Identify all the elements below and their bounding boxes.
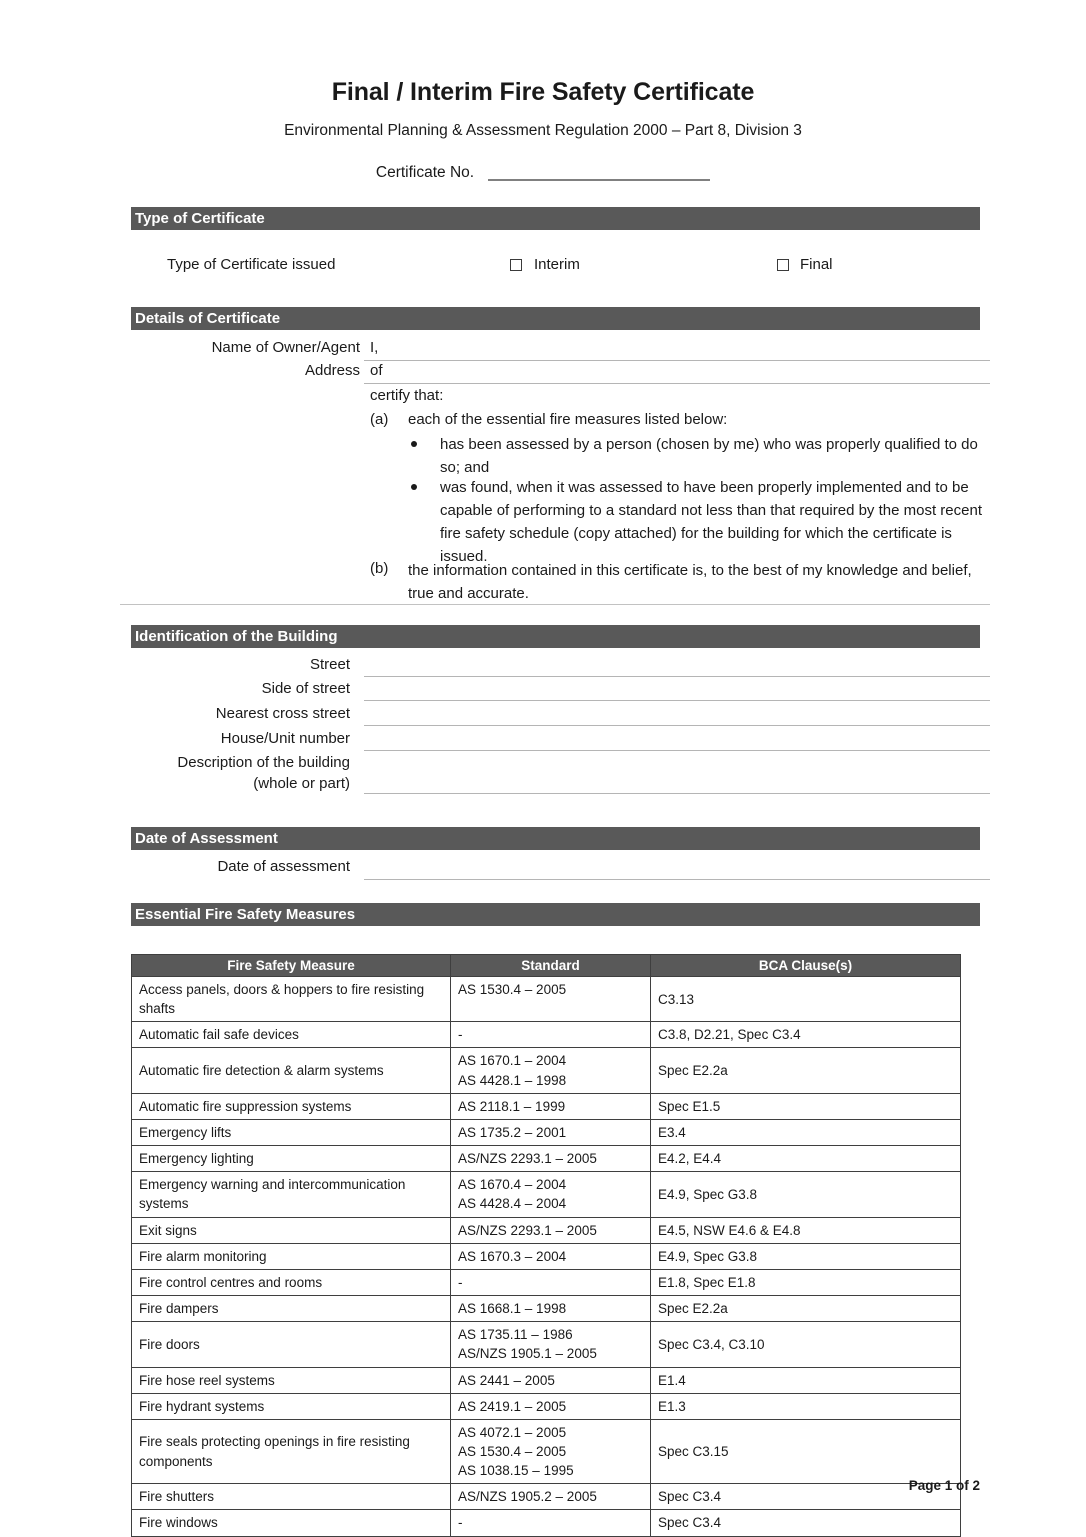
- cell-fire-safety-measure: Access panels, doors & hoppers to fire resisting shafts: [132, 977, 451, 1022]
- cell-standard: [451, 977, 651, 1022]
- table-row: [132, 1022, 961, 1048]
- table-body: [132, 977, 961, 1537]
- table-header-row: [132, 955, 961, 977]
- standard-line: AS 1038.15 – 1995: [458, 1463, 574, 1479]
- bullet-point-icon: [411, 484, 417, 490]
- input-street[interactable]: [364, 676, 990, 677]
- standard-line: AS/NZS 2293.1 – 2005: [458, 1151, 597, 1167]
- table-row: [132, 1146, 961, 1172]
- cell-fire-safety-measure: Automatic fire detection & alarm systems: [132, 1048, 451, 1093]
- cell-standard: [451, 1393, 651, 1419]
- label-house-unit-number: House/Unit number: [220, 730, 350, 747]
- column-header-standard: Standard: [451, 955, 651, 977]
- cell-fire-safety-measure: Fire control centres and rooms: [132, 1269, 451, 1295]
- input-description-of-the-building[interactable]: [364, 793, 990, 794]
- label-street: Street: [309, 656, 350, 673]
- cell-fire-safety-measure: Automatic fire suppression systems: [132, 1093, 451, 1119]
- checkbox-final-label: Final: [800, 256, 833, 273]
- prefix-i-comma: I,: [370, 339, 379, 356]
- standard-line: AS 4428.4 – 2004: [458, 1196, 567, 1212]
- certificate-number-input[interactable]: [488, 165, 710, 181]
- standard-line: AS 1530.4 – 2005: [458, 982, 567, 997]
- certify-intro: certify that:: [370, 387, 444, 404]
- standard-line: AS/NZS 1905.1 – 2005: [458, 1346, 597, 1362]
- cell-fire-safety-measure: Emergency warning and intercommunication systems: [132, 1172, 451, 1217]
- cell-bca-clauses: Spec E1.5: [651, 1093, 961, 1119]
- standard-line: AS 2118.1 – 1999: [458, 1098, 566, 1114]
- standard-line: AS 1735.11 – 1986: [458, 1327, 573, 1343]
- cell-standard: [451, 1269, 651, 1295]
- label-side-of-street: Side of street: [261, 680, 350, 697]
- prefix-of: of: [370, 362, 383, 379]
- cell-bca-clauses: Spec E2.2a: [651, 1048, 961, 1093]
- checkbox-final[interactable]: [777, 259, 789, 271]
- standard-line: AS 1735.2 – 2001: [458, 1124, 567, 1140]
- table-row: [132, 1419, 961, 1483]
- cell-fire-safety-measure: Fire alarm monitoring: [132, 1243, 451, 1269]
- cell-fire-safety-measure: Fire windows: [132, 1510, 451, 1536]
- cell-fire-safety-measure: Fire seals protecting openings in fire resisting components: [132, 1419, 451, 1483]
- table-row: [132, 1510, 961, 1536]
- cell-standard: [451, 1093, 651, 1119]
- cell-fire-safety-measure: Emergency lifts: [132, 1119, 451, 1145]
- table-row: [132, 977, 961, 1022]
- standard-line: AS 1668.1 – 1998: [458, 1301, 567, 1317]
- label-description-of-the-building: Description of the building: [177, 754, 350, 771]
- standard-line: -: [458, 1274, 463, 1290]
- table-row: [132, 1093, 961, 1119]
- standard-line: -: [458, 1515, 463, 1531]
- clause-a-bullet-1: has been assessed by a person (chosen by me) who was properly qualified to do so; and: [440, 436, 978, 476]
- cell-fire-safety-measure: Emergency lighting: [132, 1146, 451, 1172]
- table-row: [132, 1048, 961, 1093]
- table-row: [132, 1243, 961, 1269]
- cell-fire-safety-measure: Fire hose reel systems: [132, 1367, 451, 1393]
- cell-bca-clauses: Spec C3.4, C3.10: [651, 1322, 961, 1367]
- cell-fire-safety-measure: Fire doors: [132, 1322, 451, 1367]
- cell-standard: [451, 1119, 651, 1145]
- cell-standard: [451, 1146, 651, 1172]
- cell-standard: [451, 1367, 651, 1393]
- standard-line: AS 1670.4 – 2004: [458, 1177, 567, 1193]
- checkbox-interim[interactable]: [510, 259, 522, 271]
- cell-bca-clauses: Spec E2.2a: [651, 1296, 961, 1322]
- clause-a-text: each of the essential fire measures listed below:: [408, 411, 728, 428]
- standard-line: AS 4072.1 – 2005: [458, 1424, 567, 1440]
- table-row: [132, 1172, 961, 1217]
- cell-bca-clauses: Spec C3.4: [651, 1484, 961, 1510]
- cell-bca-clauses: E1.8, Spec E1.8: [651, 1269, 961, 1295]
- section-divider: [120, 604, 990, 605]
- certificate-number-label: Certificate No.: [375, 164, 475, 181]
- section-heading-essential-fire-safety-measures: Essential Fire Safety Measures: [131, 903, 980, 926]
- cell-standard: [451, 1048, 651, 1093]
- cell-bca-clauses: E4.9, Spec G3.8: [651, 1172, 961, 1217]
- label-address: Address: [304, 362, 360, 379]
- cell-bca-clauses: C3.13: [651, 977, 961, 1022]
- cell-bca-clauses: C3.8, D2.21, Spec C3.4: [651, 1022, 961, 1048]
- page-title: Final / Interim Fire Safety Certificate: [331, 78, 755, 106]
- cell-bca-clauses: Spec C3.4: [651, 1510, 961, 1536]
- clause-a-marker: (a): [370, 411, 389, 428]
- table-row: [132, 1269, 961, 1295]
- label-date-of-assessment: Date of assessment: [217, 858, 350, 875]
- cell-standard: [451, 1022, 651, 1048]
- cell-standard: [451, 1510, 651, 1536]
- column-header-fire-safety-measure: Fire Safety Measure: [132, 955, 451, 977]
- input-side-of-street[interactable]: [364, 700, 990, 701]
- cell-fire-safety-measure: Exit signs: [132, 1217, 451, 1243]
- column-header-bca-clauses: BCA Clause(s): [651, 955, 961, 977]
- cell-bca-clauses: E3.4: [651, 1119, 961, 1145]
- standard-line: AS 4428.1 – 1998: [458, 1072, 567, 1088]
- cell-standard: [451, 1484, 651, 1510]
- cell-bca-clauses: Spec C3.15: [651, 1419, 961, 1483]
- cell-standard: [451, 1172, 651, 1217]
- certificate-number-row: [0, 164, 1086, 182]
- cell-fire-safety-measure: Fire hydrant systems: [132, 1393, 451, 1419]
- clause-b-text: the information contained in this certificate is, to the best of my knowledge and belief, true and accurate.: [408, 562, 972, 602]
- clause-b-marker: (b): [370, 560, 389, 577]
- section-heading-type-of-certificate: Type of Certificate: [131, 207, 980, 230]
- standard-line: -: [458, 1027, 463, 1043]
- standard-line: AS/NZS 1905.2 – 2005: [458, 1489, 597, 1505]
- table-row: [132, 1296, 961, 1322]
- section-heading-date-of-assessment: Date of Assessment: [131, 827, 980, 850]
- standard-line: AS 2419.1 – 2005: [458, 1398, 567, 1414]
- input-house-unit-number[interactable]: [364, 750, 990, 751]
- input-date-of-assessment[interactable]: [364, 879, 990, 880]
- table-row: [132, 1393, 961, 1419]
- standard-line: AS/NZS 2293.1 – 2005: [458, 1222, 597, 1238]
- type-of-certificate-field-label: Type of Certificate issued: [167, 256, 336, 273]
- fire-safety-measures-table: [131, 954, 961, 1537]
- table-row: [132, 1119, 961, 1145]
- clause-a-bullet-2: was found, when it was assessed to have been properly implemented and to be capable of performing to a standard not less than that required by the most recent fire safety schedule (copy attached) for the building for which the certificate is issued.: [440, 479, 982, 565]
- label-nearest-cross-street: Nearest cross street: [215, 705, 350, 722]
- table-row: [132, 1217, 961, 1243]
- cell-bca-clauses: E1.4: [651, 1367, 961, 1393]
- input-address[interactable]: [364, 383, 990, 384]
- cell-standard: [451, 1322, 651, 1367]
- table-row: [132, 1484, 961, 1510]
- cell-standard: [451, 1217, 651, 1243]
- input-nearest-cross-street[interactable]: [364, 725, 990, 726]
- page-subtitle: Environmental Planning & Assessment Regulation 2000 – Part 8, Division 3: [284, 122, 802, 139]
- section-heading-identification-of-the-building: Identification of the Building: [131, 625, 980, 648]
- standard-line: AS 1670.1 – 2004: [458, 1053, 567, 1069]
- cell-standard: [451, 1419, 651, 1483]
- label-name-of-owner-agent: Name of Owner/Agent: [211, 339, 360, 356]
- standard-line: AS 1530.4 – 2005: [458, 1443, 567, 1459]
- label-description-of-the-building-line2: (whole or part): [253, 775, 350, 792]
- section-heading-details-of-certificate: Details of Certificate: [131, 307, 980, 330]
- cell-bca-clauses: E4.9, Spec G3.8: [651, 1243, 961, 1269]
- page-footer: Page 1 of 2: [908, 1478, 980, 1493]
- cell-bca-clauses: E4.2, E4.4: [651, 1146, 961, 1172]
- cell-standard: [451, 1243, 651, 1269]
- cell-fire-safety-measure: Fire shutters: [132, 1484, 451, 1510]
- bullet-point-icon: [411, 441, 417, 447]
- standard-line: AS 1670.3 – 2004: [458, 1248, 567, 1264]
- cell-fire-safety-measure: Automatic fail safe devices: [132, 1022, 451, 1048]
- table-row: [132, 1367, 961, 1393]
- cell-fire-safety-measure: Fire dampers: [132, 1296, 451, 1322]
- checkbox-interim-label: Interim: [534, 256, 580, 273]
- input-name-of-owner-agent[interactable]: [364, 360, 990, 361]
- cell-bca-clauses: E4.5, NSW E4.6 & E4.8: [651, 1217, 961, 1243]
- cell-bca-clauses: E1.3: [651, 1393, 961, 1419]
- cell-standard: [451, 1296, 651, 1322]
- table-row: [132, 1322, 961, 1367]
- standard-line: AS 2441 – 2005: [458, 1372, 555, 1388]
